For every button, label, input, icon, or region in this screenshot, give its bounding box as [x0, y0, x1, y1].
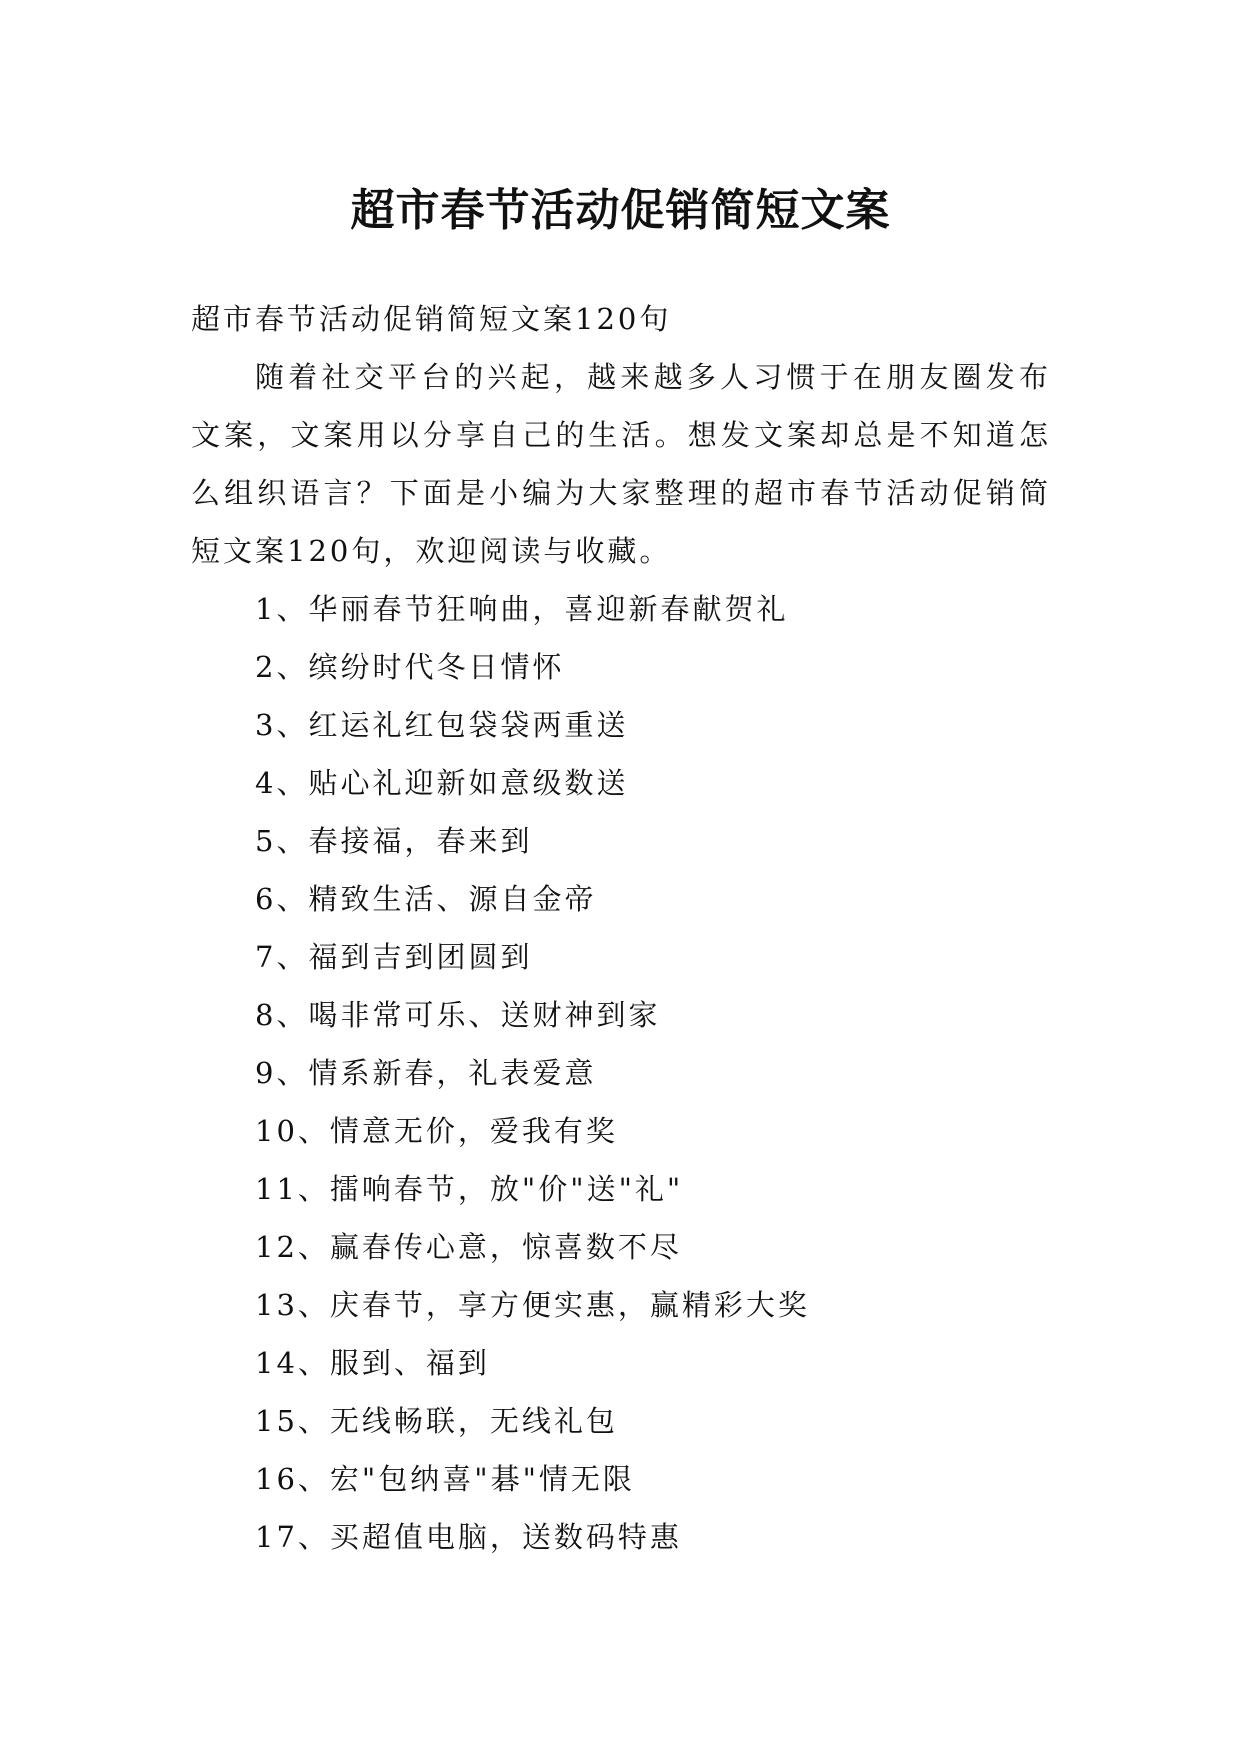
intro-paragraph: 随着社交平台的兴起，越来越多人习惯于在朋友圈发布文案，文案用以分享自己的生活。想发文案却总是不知道怎么组织语言？下面是小编为大家整理的超市春节活动促销简短文案120句，欢迎阅读与收藏。 — [191, 360, 1051, 568]
document-body — [191, 290, 1051, 1566]
list-item: 13、庆春节，享方便实惠，赢精彩大奖 — [255, 1288, 810, 1322]
list-item: 12、赢春传心意，惊喜数不尽 — [255, 1230, 682, 1264]
list-item: 7、福到吉到团圆到 — [255, 940, 533, 974]
list-item: 4、贴心礼迎新如意级数送 — [255, 766, 629, 800]
list-item: 9、情系新春，礼表爱意 — [255, 1056, 597, 1090]
list-item: 5、春接福，春来到 — [255, 824, 533, 858]
document-subtitle: 超市春节活动促销简短文案120句 — [191, 302, 672, 336]
list-item: 3、红运礼红包袋袋两重送 — [255, 708, 629, 742]
list-item: 16、宏"包纳喜"碁"情无限 — [255, 1462, 635, 1496]
list-item: 17、买超值电脑，送数码特惠 — [255, 1520, 682, 1554]
list-item: 8、喝非常可乐、送财神到家 — [255, 998, 661, 1032]
slogan-list — [191, 580, 1051, 1566]
document-title: 超市春节活动促销简短文案 — [350, 185, 891, 237]
list-item: 6、精致生活、源自金帝 — [255, 882, 597, 916]
list-item: 10、情意无价，爱我有奖 — [255, 1114, 618, 1148]
list-item: 14、服到、福到 — [255, 1346, 490, 1380]
list-item: 2、缤纷时代冬日情怀 — [255, 650, 565, 684]
list-item: 15、无线畅联，无线礼包 — [255, 1404, 618, 1438]
list-item: 11、擂响春节，放"价"送"礼" — [255, 1172, 684, 1206]
list-item: 1、华丽春节狂响曲，喜迎新春献贺礼 — [255, 592, 789, 626]
